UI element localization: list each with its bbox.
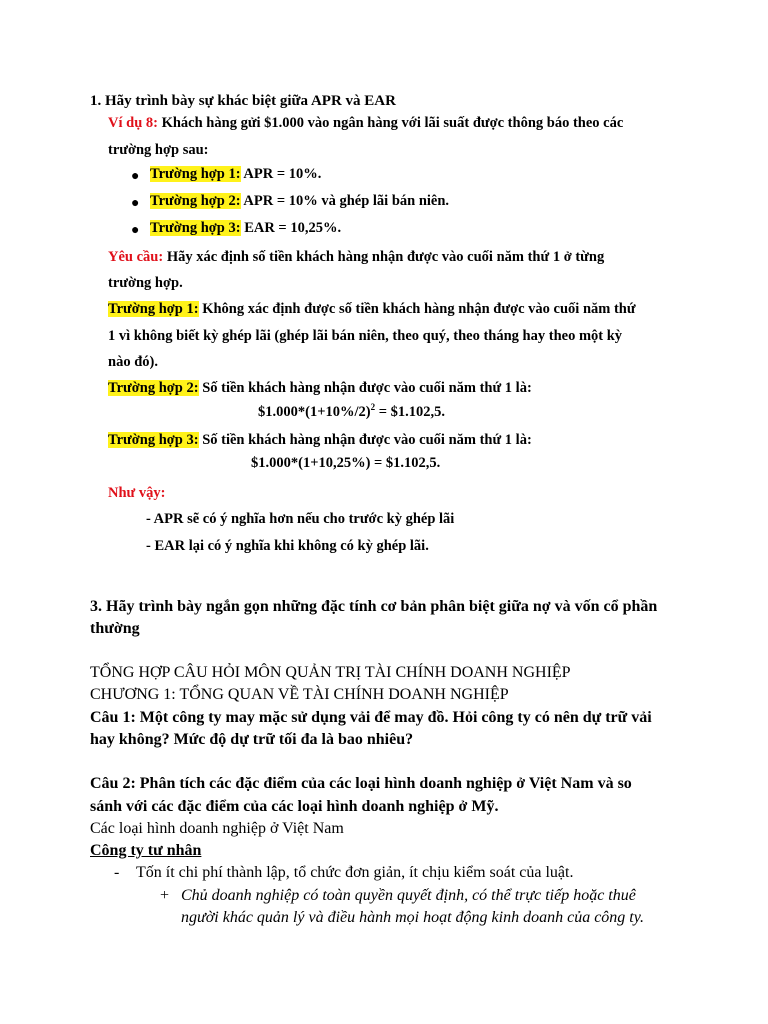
requirement-line-1 [108,244,604,270]
case-text: APR = 10%. [240,166,322,182]
case-item-1 [150,166,321,183]
solution-1-line-1 [108,296,636,322]
solution-3-label: Trường hợp 3: [108,432,199,448]
example-label: Ví dụ 8: [108,115,158,131]
solution-2-label: Trường hợp 2: [108,380,199,396]
solution-2-line [108,375,532,401]
cau-1-line-1: Câu 1: Một công ty may mặc sử dụng vải để may đồ. Hỏi công ty có nên dự trữ vải [90,709,652,726]
example-text: Khách hàng gửi $1.000 vào ngân hàng với lãi suất được thông báo theo các [157,115,624,131]
cau-2-line-1: Câu 2: Phân tích các đặc điểm của các loại hình doanh nghiệp ở Việt Nam và so [90,775,632,792]
solution-2-text: Số tiền khách hàng nhận được vào cuối năm thứ 1 là: [198,380,532,396]
vn-types-heading: Các loại hình doanh nghiệp ở Việt Nam [90,820,344,837]
plus-item-line-2: người khác quản lý và điều hành mọi hoạt động kinh doanh của công ty. [181,909,644,926]
case-item-2 [150,193,449,210]
cau-1-line-2: hay không? Mức độ dự trữ tối đa là bao nhiêu? [90,731,414,748]
conclusion-item-1: - APR sẽ có ý nghĩa hơn nếu cho trước kỳ ghép lãi [146,511,455,527]
case-text: EAR = 10,25%. [240,220,342,236]
question-1: 1. Hãy trình bày sự khác biệt giữa APR và EAR [90,93,396,109]
dash-marker: - [114,864,120,881]
bullet-dot: ● [131,169,140,184]
case-item-3 [150,220,341,237]
solution-1-line-3: nào đó). [108,354,158,370]
requirement-text: Hãy xác định số tiền khách hàng nhận được vào cuối năm thứ 1 ở từng [163,249,605,265]
case-label: Trường hợp 3: [150,220,241,236]
bullet-dot: ● [131,196,140,211]
solution-3-line [108,427,532,453]
solution-2-formula [258,402,445,421]
plus-marker: + [160,887,170,904]
solution-1-label: Trường hợp 1: [108,301,199,317]
cau-2-line-2: sánh với các đặc điểm của các loại hình doanh nghiệp ở Mỹ. [90,798,499,815]
bullet-dot: ● [131,223,140,238]
case-label: Trường hợp 2: [150,193,241,209]
formula-part: $1.000*(1+10%/2) [258,403,371,420]
case-label: Trường hợp 1: [150,166,241,182]
solution-3-text: Số tiền khách hàng nhận được vào cuối năm thứ 1 là: [198,432,532,448]
example-line-1 [108,110,623,136]
conclusion-label: Như vậy: [108,485,166,501]
company-heading: Công ty tư nhân [90,842,202,859]
requirement-line-2: trường hợp. [108,275,183,291]
question-3-line-2: thường [90,620,140,637]
plus-item-line-1: Chủ doanh nghiệp có toàn quyền quyết định, có thể trực tiếp hoặc thuê [181,887,636,904]
requirement-label: Yêu cầu: [108,249,164,265]
dash-item: Tốn ít chi phí thành lập, tổ chức đơn giản, ít chịu kiểm soát của luật. [136,864,574,881]
chapter-title: CHƯƠNG 1: TỔNG QUAN VỀ TÀI CHÍNH DOANH NGHIỆP [90,686,509,703]
solution-1-line-2: 1 vì không biết kỳ ghép lãi (ghép lãi bán niên, theo quý, theo tháng hay theo một kỳ [108,328,623,344]
conclusion-item-2: - EAR lại có ý nghĩa khi không có kỳ ghép lãi. [146,538,429,554]
solution-1-text: Không xác định được số tiền khách hàng nhận được vào cuối năm thứ [198,301,636,317]
case-text: APR = 10% và ghép lãi bán niên. [240,193,450,209]
document-title: TỔNG HỢP CÂU HỎI MÔN QUẢN TRỊ TÀI CHÍNH DOANH NGHIỆP [90,664,571,681]
example-line-2: trường hợp sau: [108,142,209,158]
formula-exponent: 2 [370,402,376,412]
question-3-line-1: 3. Hãy trình bày ngắn gọn những đặc tính cơ bản phân biệt giữa nợ và vốn cổ phần [90,598,658,615]
solution-3-formula: $1.000*(1+10,25%) = $1.102,5. [251,455,441,471]
formula-part: = $1.102,5. [375,403,445,420]
